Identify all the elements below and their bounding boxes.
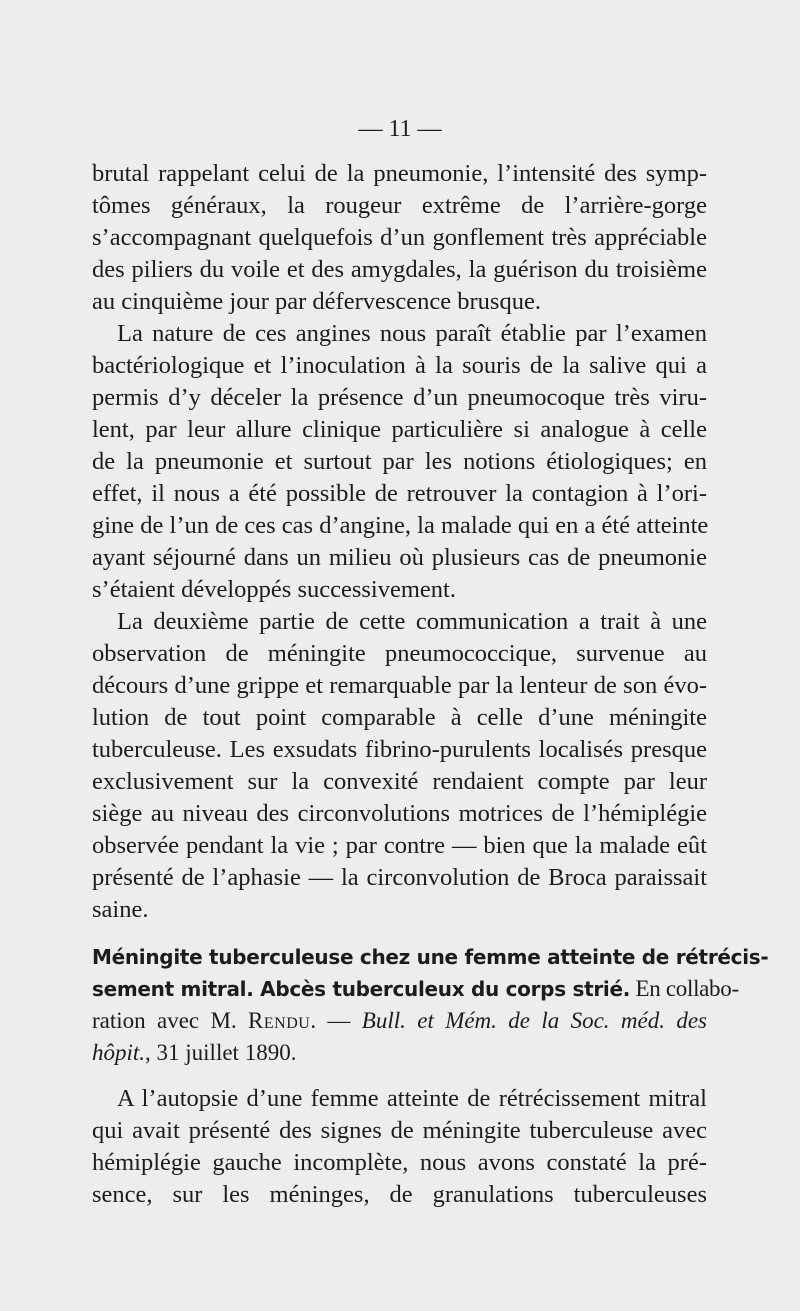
para2-line-7: gine de l’un de ces cas d’angine, la malade qui en a été atteinte [92, 512, 709, 539]
para4-line-3: hémiplégie gauche incomplète, nous avons constaté la pré- [92, 1149, 707, 1176]
para3-line-7: siège au niveau des circonvolutions motrices de l’hémiplégie [92, 800, 707, 827]
heading-collab-text: En collabo- [630, 976, 739, 1001]
heading-line-1: Méningite tuberculeuse chez une femme atteinte de rétrécis- [92, 945, 769, 969]
para3-line-9: présenté de l’aphasie — la circonvolution de Broca paraissait [92, 864, 707, 891]
para3-line-6: exclusivement sur la convexité rendaient compte par leur [92, 768, 707, 795]
para2-line-9: s’étaient développés successivement. [92, 576, 456, 603]
para3-line-8: observée pendant la vie ; par contre — bien que la malade eût [92, 832, 707, 859]
para2-line-8: ayant séjourné dans un milieu où plusieurs cas de pneumonie [92, 544, 707, 571]
heading-separator: . — [310, 1008, 362, 1033]
para3-line-5: tuberculeuse. Les exsudats fibrino-purulents localisés presque [92, 736, 707, 763]
heading-author: Rendu [248, 1008, 311, 1033]
para4-line-4: sence, sur les méninges, de granulations tuberculeuses [92, 1181, 707, 1208]
para1-line-1: brutal rappelant celui de la pneumonie, l’intensité des symp- [92, 160, 707, 187]
page-number: — 11 — [358, 116, 442, 142]
heading-line-4 [92, 1037, 707, 1069]
heading-journal-end: hôpit. [92, 1040, 146, 1065]
para3-line-4: lution de tout point comparable à celle d’une méningite [92, 704, 707, 731]
para2-line-1: La nature de ces angines nous paraît établie par l’examen [117, 320, 707, 347]
para4-line-2: qui avait présenté des signes de méningite tuberculeuse avec [92, 1117, 707, 1144]
heading-journal: Bull. et Mém. de la Soc. méd. des [361, 1008, 707, 1033]
para3-line-3: décours d’une grippe et remarquable par la lenteur de son évo- [92, 672, 707, 699]
para2-line-3: permis d’y déceler la présence d’un pneumocoque très viru- [92, 384, 707, 411]
para3-line-2: observation de méningite pneumococcique, survenue au [92, 640, 707, 667]
para1-line-5: au cinquième jour par défervescence brusque. [92, 288, 541, 315]
para2-line-4: lent, par leur allure clinique particulière si analogue à celle [92, 416, 707, 443]
para1-line-3: s’accompagnant quelquefois d’un gonflement très appréciable [92, 224, 707, 251]
heading-title-end: sement mitral. Abcès tuberculeux du corps strié. [92, 977, 631, 1001]
para1-line-2: tômes généraux, la rougeur extrême de l’arrière-gorge [92, 192, 707, 219]
para1-line-4: des piliers du voile et des amygdales, la guérison du troisième [92, 256, 707, 283]
para2-line-5: de la pneumonie et surtout par les notions étiologiques; en [92, 448, 707, 475]
para3-line-1: La deuxième partie de cette communication a trait à une [117, 608, 707, 635]
para2-line-2: bactériologique et l’inoculation à la souris de la salive qui a [92, 352, 707, 379]
heading-date: , 31 juillet 1890. [145, 1040, 297, 1065]
para4-line-1: A l’autopsie d’une femme atteinte de rétrécissement mitral [117, 1085, 707, 1112]
heading-line-2 [92, 973, 739, 1005]
heading-line-3 [92, 1005, 707, 1037]
heading-collab-prefix: ration avec M. [92, 1008, 249, 1033]
para3-line-10: saine. [92, 896, 149, 923]
para2-line-6: effet, il nous a été possible de retrouver la contagion à l’ori- [92, 480, 707, 507]
